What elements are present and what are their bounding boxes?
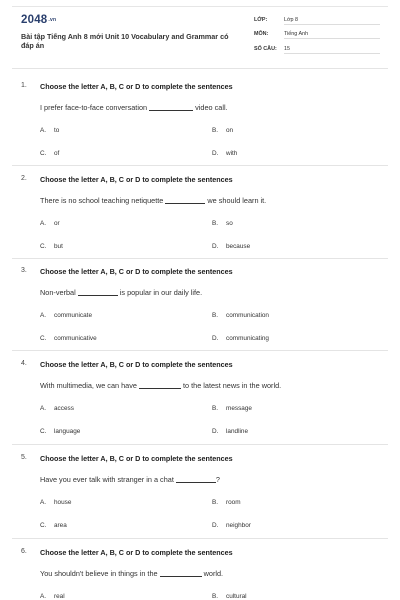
question-divider (12, 258, 388, 259)
option-c[interactable] (40, 150, 59, 157)
question-instruction: Choose the letter A, B, C or D to complete the sentences (40, 175, 233, 184)
question-number: 1. (21, 82, 27, 89)
option-b[interactable] (212, 220, 233, 227)
question-instruction: Choose the letter A, B, C or D to complete the sentences (40, 82, 233, 91)
top-border (12, 6, 388, 7)
question-number: 6. (21, 548, 27, 555)
sentence-after: is popular in our daily life. (119, 288, 203, 297)
sentence-before: You shouldn't believe in things in the (40, 569, 158, 578)
question-divider (12, 538, 388, 539)
question-number: 4. (21, 360, 27, 367)
option-letter: C. (40, 428, 47, 435)
question-sentence (40, 569, 223, 578)
sentence-before: I prefer face-to-face conversation (40, 103, 148, 112)
option-a[interactable] (40, 220, 60, 227)
sentence-after: ? (215, 475, 220, 484)
option-letter: A. (40, 127, 47, 134)
option-letter: A. (40, 499, 47, 506)
meta-question-count (254, 46, 380, 52)
option-text: message (226, 405, 252, 412)
sentence-before: There is no school teaching netiquette (40, 196, 164, 205)
option-letter: A. (40, 593, 47, 600)
option-c[interactable] (40, 428, 80, 435)
option-a[interactable] (40, 312, 92, 319)
answer-blank (139, 388, 181, 389)
meta-underline (284, 38, 380, 39)
meta-value: Tiếng Anh (284, 31, 309, 37)
logo-main: 2048 (21, 14, 48, 26)
option-d[interactable] (212, 522, 251, 529)
option-text: house (54, 499, 72, 506)
answer-blank (176, 482, 216, 483)
option-text: with (226, 150, 238, 157)
option-letter: B. (212, 593, 219, 600)
meta-subject (254, 31, 380, 37)
option-text: real (54, 593, 65, 600)
option-letter: B. (212, 127, 219, 134)
option-a[interactable] (40, 593, 65, 600)
option-text: access (54, 405, 74, 412)
option-b[interactable] (212, 593, 247, 600)
option-letter: A. (40, 405, 47, 412)
option-b[interactable] (212, 499, 241, 506)
option-text: cultural (226, 593, 247, 600)
meta-label: SỐ CÂU: (254, 46, 277, 52)
option-text: communication (226, 312, 269, 319)
meta-underline (284, 24, 380, 25)
option-text: language (54, 428, 81, 435)
question-sentence (40, 288, 202, 297)
option-letter: D. (212, 522, 219, 529)
option-d[interactable] (212, 428, 248, 435)
option-letter: B. (212, 220, 219, 227)
option-text: neighbor (226, 522, 251, 529)
answer-blank (160, 576, 202, 577)
option-letter: D. (212, 428, 219, 435)
option-a[interactable] (40, 499, 71, 506)
option-c[interactable] (40, 335, 97, 342)
meta-class (254, 17, 380, 23)
option-text: but (54, 243, 63, 250)
option-text: communicative (54, 335, 97, 342)
option-b[interactable] (212, 312, 269, 319)
document-title: Bài tập Tiếng Anh 8 mới Unit 10 Vocabulary and Grammar có đáp án (21, 32, 229, 50)
option-a[interactable] (40, 405, 74, 412)
meta-value: 15 (284, 46, 290, 52)
answer-blank (149, 110, 193, 111)
question-sentence (40, 196, 266, 205)
option-d[interactable] (212, 243, 250, 250)
option-text: of (54, 150, 60, 157)
sentence-before: With multimedia, we can have (40, 381, 137, 390)
option-letter: D. (212, 150, 219, 157)
meta-label: MÔN: (254, 31, 269, 37)
meta-label: LỚP: (254, 17, 268, 23)
meta-underline (284, 53, 380, 54)
sentence-after: video call. (195, 103, 228, 112)
sentence-before: Non-verbal (40, 288, 76, 297)
answer-blank (78, 295, 118, 296)
option-d[interactable] (212, 150, 237, 157)
option-letter: B. (212, 499, 219, 506)
option-letter: C. (40, 335, 47, 342)
question-instruction: Choose the letter A, B, C or D to complete the sentences (40, 360, 233, 369)
option-letter: C. (40, 522, 47, 529)
question-divider (12, 444, 388, 445)
option-text: landline (226, 428, 249, 435)
option-letter: D. (212, 335, 219, 342)
option-text: or (54, 220, 60, 227)
option-letter: B. (212, 312, 219, 319)
option-text: room (226, 499, 241, 506)
option-text: on (226, 127, 234, 134)
sentence-after: world. (203, 569, 224, 578)
question-instruction: Choose the letter A, B, C or D to complete the sentences (40, 548, 233, 557)
option-text: area (54, 522, 67, 529)
option-text: communicating (226, 335, 269, 342)
option-letter: C. (40, 243, 47, 250)
logo-suffix: .vn (48, 17, 57, 23)
option-a[interactable] (40, 127, 59, 134)
question-instruction: Choose the letter A, B, C or D to complete the sentences (40, 267, 233, 276)
meta-value: Lớp 8 (284, 17, 299, 23)
option-letter: A. (40, 312, 47, 319)
option-c[interactable] (40, 522, 67, 529)
question-number: 2. (21, 175, 27, 182)
option-text: to (54, 127, 60, 134)
option-text: so (226, 220, 233, 227)
option-text: because (226, 243, 251, 250)
option-b[interactable] (212, 405, 252, 412)
option-letter: A. (40, 220, 47, 227)
answer-blank (165, 203, 205, 204)
option-d[interactable] (212, 335, 269, 342)
sentence-after: to the latest news in the world. (183, 381, 282, 390)
option-letter: B. (212, 405, 219, 412)
header-divider (12, 68, 388, 69)
question-sentence (40, 475, 220, 484)
option-text: communicate (54, 312, 93, 319)
question-sentence (40, 381, 281, 390)
sentence-before: Have you ever talk with stranger in a chat (40, 475, 174, 484)
site-logo[interactable] (21, 14, 56, 26)
question-sentence (40, 103, 228, 112)
option-letter: C. (40, 150, 47, 157)
option-b[interactable] (212, 127, 233, 134)
question-divider (12, 350, 388, 351)
question-divider (12, 165, 388, 166)
question-instruction: Choose the letter A, B, C or D to complete the sentences (40, 454, 233, 463)
option-c[interactable] (40, 243, 63, 250)
question-number: 5. (21, 454, 27, 461)
question-number: 3. (21, 267, 27, 274)
sentence-after: we should learn it. (207, 196, 267, 205)
option-letter: D. (212, 243, 219, 250)
